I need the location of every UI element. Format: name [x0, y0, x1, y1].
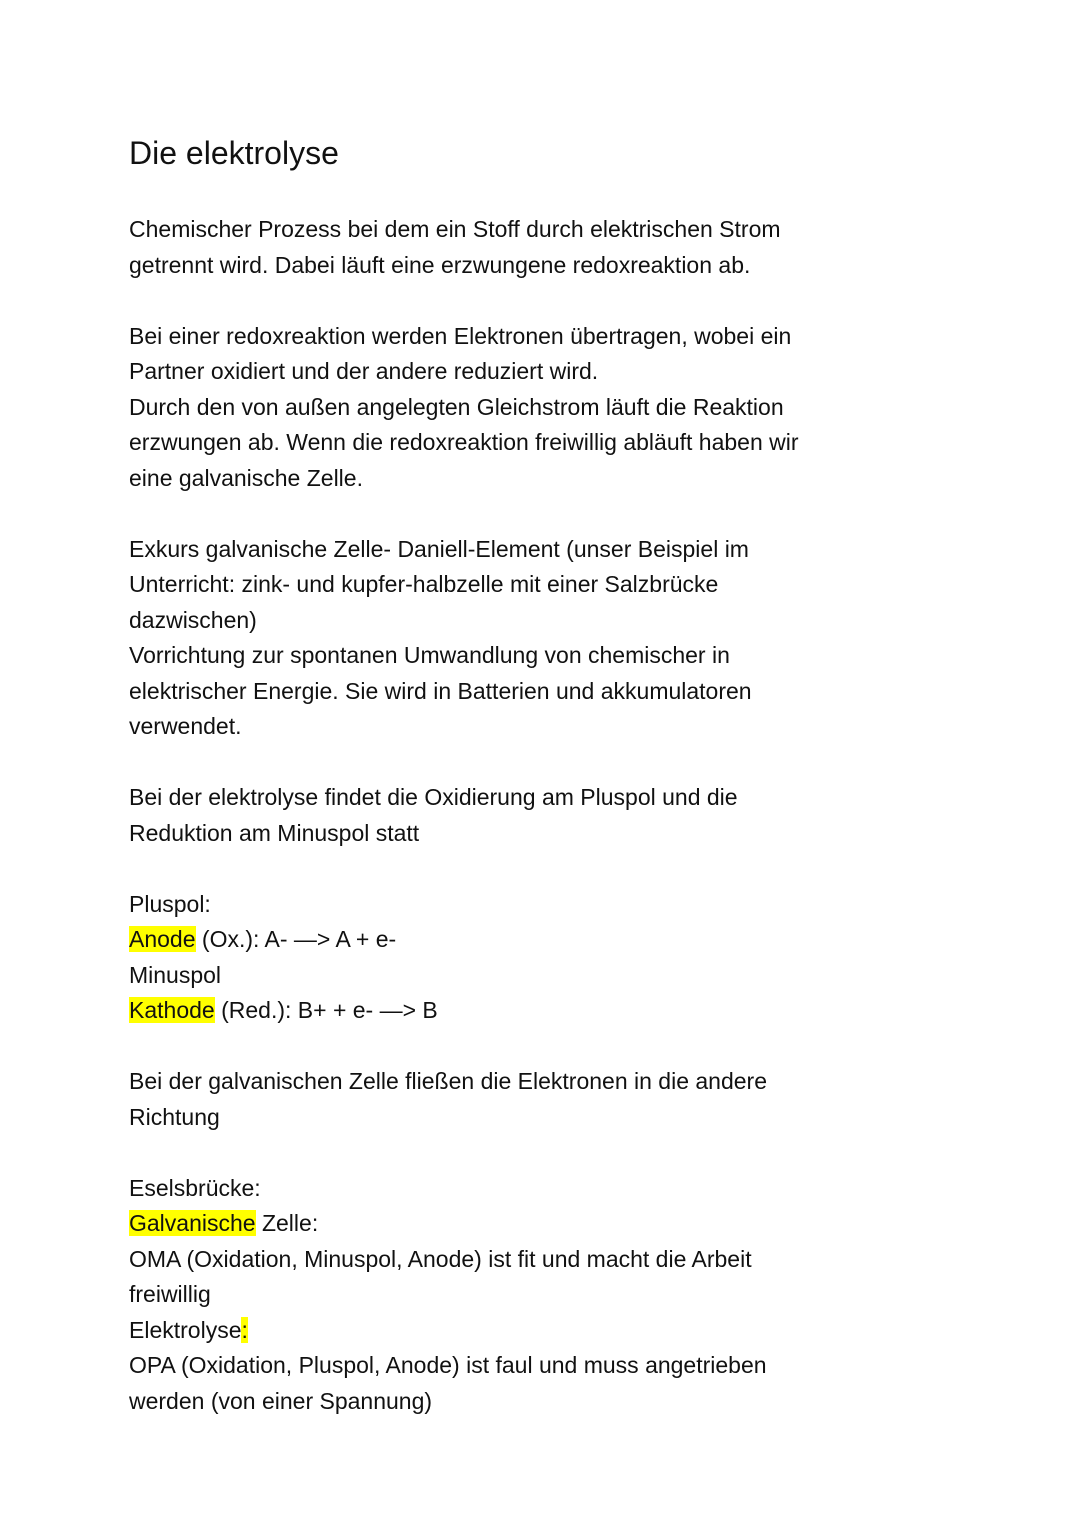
- text-line: [129, 1384, 950, 1420]
- text-segment: Durch den von außen angelegten Gleichstrom läuft die Reaktion: [129, 393, 784, 420]
- text-line: [129, 212, 950, 248]
- text-segment: Elektrolyse: [129, 1316, 242, 1343]
- text-line: [129, 603, 950, 639]
- text-segment: freiwillig: [129, 1281, 211, 1307]
- highlighted-text: :: [241, 1316, 248, 1343]
- text-segment: Bei einer redoxreaktion werden Elektronen übertragen, wobei ein: [129, 322, 792, 349]
- text-line: [129, 461, 950, 497]
- paragraph: [129, 887, 950, 1029]
- text-line: [129, 425, 950, 461]
- text-line: [129, 780, 950, 816]
- highlighted-text: Kathode: [129, 997, 215, 1023]
- text-line: [129, 1171, 950, 1207]
- text-line: [129, 1313, 950, 1349]
- text-segment: Reduktion am Minuspol statt: [129, 819, 420, 846]
- text-segment: Vorrichtung zur spontanen Umwandlung von chemischer in: [129, 642, 730, 668]
- text-line: [129, 674, 950, 710]
- text-line: [129, 1064, 950, 1100]
- text-line: [129, 922, 950, 958]
- paragraph: [129, 1171, 950, 1420]
- text-segment: eine galvanische Zelle.: [129, 464, 363, 491]
- text-segment: Unterricht: zink- und kupfer-halbzelle mit einer Salzbrücke: [129, 571, 719, 597]
- text-line: [129, 1100, 950, 1136]
- text-line: [129, 1206, 950, 1242]
- text-line: [129, 958, 950, 994]
- paragraph: [129, 1064, 950, 1135]
- text-segment: Minuspol: [129, 961, 222, 988]
- text-line: [129, 567, 950, 603]
- text-segment: Zelle:: [255, 1210, 319, 1236]
- text-segment: verwendet.: [129, 713, 242, 739]
- text-line: [129, 887, 950, 923]
- text-segment: Chemischer Prozess bei dem ein Stoff durch elektrischen Strom: [129, 216, 781, 242]
- text-segment: Richtung: [129, 1103, 220, 1130]
- text-segment: OPA (Oxidation, Pluspol, Anode) ist faul und muss angetrieben: [129, 1352, 767, 1378]
- text-segment: Partner oxidiert und der andere reduziert wird.: [129, 358, 599, 384]
- text-line: [129, 993, 950, 1029]
- text-segment: dazwischen): [129, 606, 257, 633]
- text-segment: elektrischer Energie. Sie wird in Batterien und akkumulatoren: [129, 677, 752, 704]
- paragraph: [129, 780, 950, 851]
- text-line: [129, 248, 950, 284]
- text-line: [129, 1242, 950, 1278]
- text-line: [129, 1348, 950, 1384]
- highlighted-text: Anode: [129, 926, 196, 952]
- text-segment: (Ox.): A- —> A + e-: [195, 926, 397, 952]
- text-line: [129, 638, 950, 674]
- text-line: [129, 816, 950, 852]
- page-title: Die elektrolyse: [129, 135, 339, 171]
- paragraph: [129, 212, 950, 283]
- document-body: [129, 212, 950, 1419]
- text-line: [129, 1277, 950, 1313]
- paragraph: [129, 532, 950, 745]
- text-segment: OMA (Oxidation, Minuspol, Anode) ist fit und macht die Arbeit: [129, 1245, 752, 1272]
- text-segment: Eselsbrücke:: [129, 1174, 261, 1201]
- text-segment: getrennt wird. Dabei läuft eine erzwungene redoxreaktion ab.: [129, 251, 751, 278]
- text-segment: Pluspol:: [129, 890, 211, 917]
- text-line: [129, 709, 950, 745]
- text-segment: Bei der elektrolyse findet die Oxidierung am Pluspol und die: [129, 784, 738, 810]
- text-segment: erzwungen ab. Wenn die redoxreaktion freiwillig abläuft haben wir: [129, 429, 799, 455]
- text-segment: Exkurs galvanische Zelle- Daniell-Element (unser Beispiel im: [129, 535, 749, 562]
- paragraph: [129, 319, 950, 497]
- text-segment: werden (von einer Spannung): [129, 1387, 433, 1414]
- text-line: [129, 354, 950, 390]
- text-segment: (Red.): B+ + e- —> B: [214, 997, 438, 1023]
- text-line: [129, 532, 950, 568]
- text-line: [129, 319, 950, 355]
- text-segment: Bei der galvanischen Zelle fließen die Elektronen in die andere: [129, 1068, 768, 1094]
- highlighted-text: Galvanische: [129, 1210, 256, 1236]
- text-line: [129, 390, 950, 426]
